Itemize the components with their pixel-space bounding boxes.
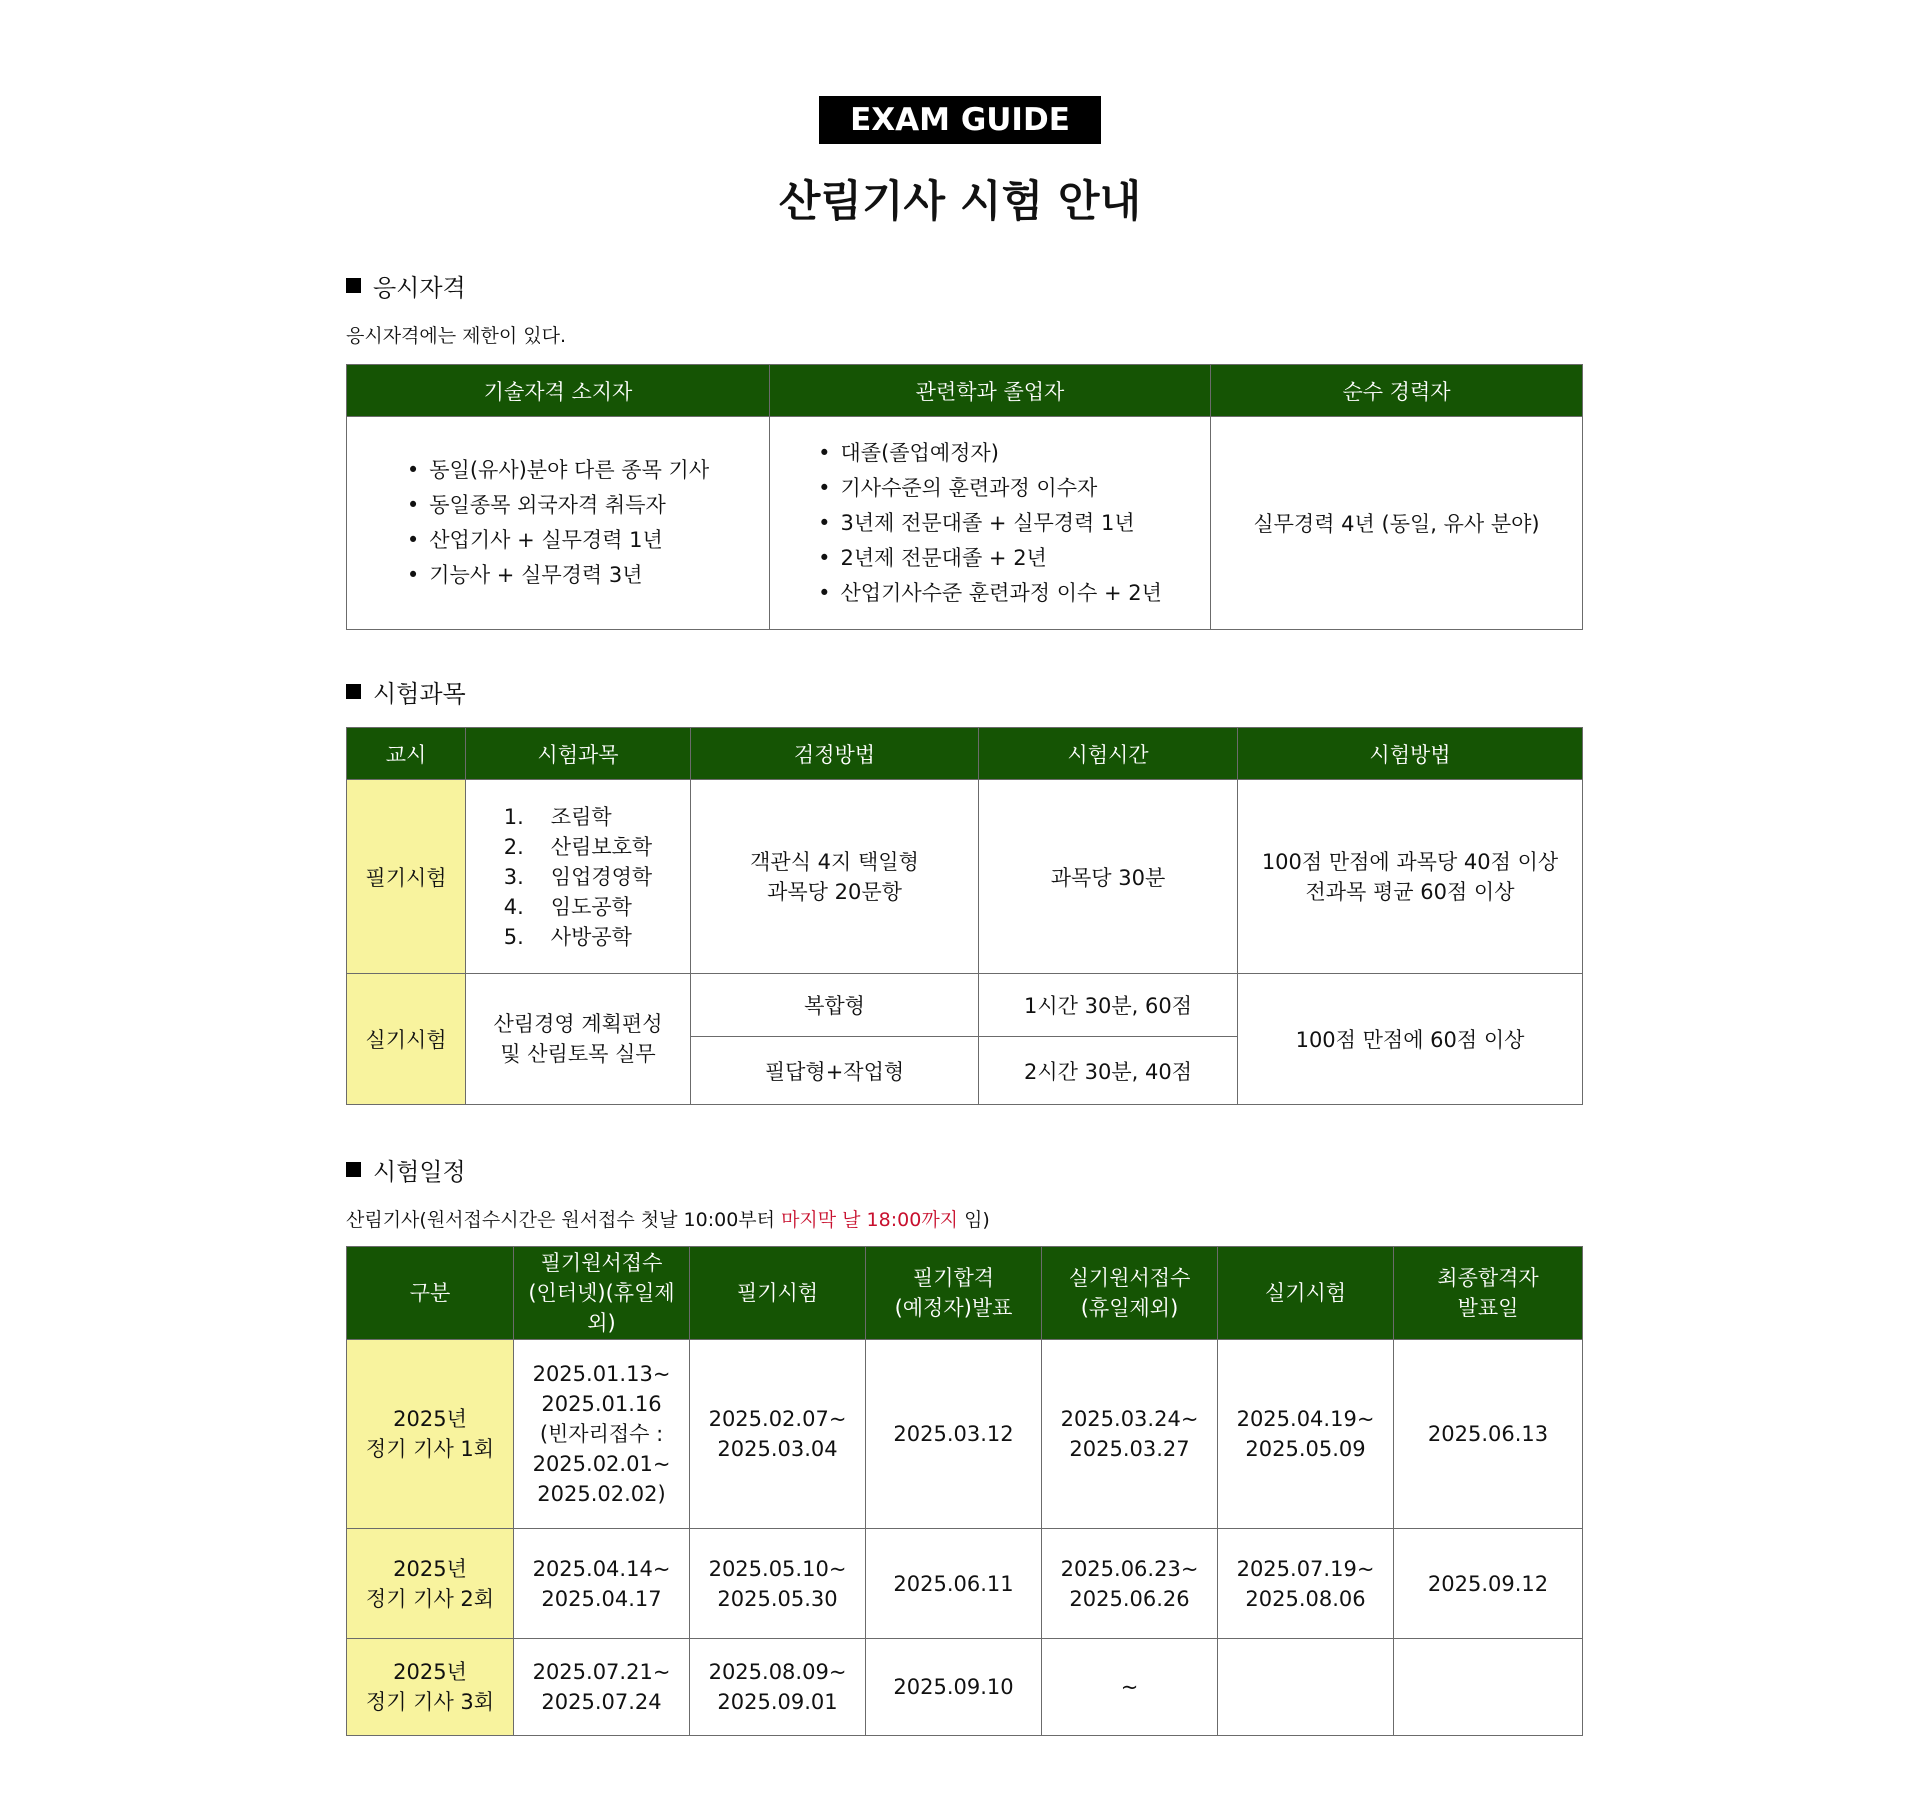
table-header-cell: 구분 [347, 1247, 514, 1340]
list-item: • 산업기사수준 훈련과정 이수 + 2년 [818, 576, 1162, 611]
schedule-cell [1394, 1639, 1583, 1736]
practical-exam-label: 실기시험 [347, 974, 466, 1105]
practical-time-cell: 2시간 30분, 40점 [979, 1037, 1238, 1105]
schedule-title: 시험일정 [346, 1152, 1582, 1187]
schedule-cell: 2025.06.23~ 2025.06.26 [1042, 1529, 1218, 1639]
table-header-cell: 필기시험 [690, 1247, 866, 1340]
graduate-list [818, 436, 1162, 611]
written-subjects-list [504, 802, 652, 952]
table-row [347, 417, 1583, 630]
list-item: • 대졸(졸업예정자) [818, 436, 1162, 471]
table-header-cell: 교시 [347, 728, 466, 780]
table-header-row [347, 728, 1583, 780]
table-row [347, 1639, 1583, 1736]
table-header-cell: 시험방법 [1238, 728, 1583, 780]
list-item: • 3년제 전문대졸 + 실무경력 1년 [818, 506, 1162, 541]
schedule-cell: 2025.07.19~ 2025.08.06 [1218, 1529, 1394, 1639]
list-item: • 2년제 전문대졸 + 2년 [818, 541, 1162, 576]
schedule-cell: 2025.04.14~ 2025.04.17 [514, 1529, 690, 1639]
schedule-cell: ~ [1042, 1639, 1218, 1736]
list-item: 4. 임도공학 [503, 894, 632, 919]
written-time-cell: 과목당 30분 [979, 780, 1238, 974]
written-subjects-cell [466, 780, 691, 974]
schedule-cell: 2025.09.10 [866, 1639, 1042, 1736]
table-header-cell: 최종합격자 발표일 [1394, 1247, 1583, 1340]
list-item: 5. 사방공학 [503, 924, 632, 949]
table-row [347, 974, 1583, 1037]
table-header-cell: 시험시간 [979, 728, 1238, 780]
round-label-cell: 2025년 정기 기사 1회 [347, 1340, 514, 1529]
schedule-section [346, 1152, 1582, 1736]
list-item: • 기능사 + 실무경력 3년 [407, 558, 709, 593]
table-row [347, 1340, 1583, 1529]
table-header-row [347, 365, 1583, 417]
schedule-cell: 2025.06.11 [866, 1529, 1042, 1639]
schedule-cell: 2025.03.24~ 2025.03.27 [1042, 1340, 1218, 1529]
table-row [347, 780, 1583, 974]
schedule-cell: 2025.02.07~ 2025.03.04 [690, 1340, 866, 1529]
schedule-cell: 2025.01.13~ 2025.01.16 (빈자리접수 : 2025.02.01~ 2025.02.02) [514, 1340, 690, 1529]
table-header-cell: 검정방법 [691, 728, 979, 780]
schedule-table [346, 1246, 1583, 1736]
written-method-cell: 객관식 4지 택일형 과목당 20문항 [691, 780, 979, 974]
practical-method-cell: 필답형+작업형 [691, 1037, 979, 1105]
practical-time-cell: 1시간 30분, 60점 [979, 974, 1238, 1037]
qualification-section [346, 268, 1582, 630]
qualification-title: 응시자격 [346, 268, 1582, 303]
license-holder-cell [347, 417, 770, 630]
practical-criteria-cell: 100점 만점에 60점 이상 [1238, 974, 1583, 1105]
subjects-table [346, 727, 1583, 1105]
square-bullet-icon [346, 684, 361, 699]
subjects-section [346, 674, 1582, 1105]
experience-cell: 실무경력 4년 (동일, 유사 분야) [1211, 417, 1583, 630]
page-header [0, 0, 1920, 229]
written-exam-label: 필기시험 [347, 780, 466, 974]
written-criteria-cell: 100점 만점에 과목당 40점 이상 전과목 평균 60점 이상 [1238, 780, 1583, 974]
list-item: 1. 조림학 [503, 804, 612, 829]
list-item: • 기사수준의 훈련과정 이수자 [818, 471, 1162, 506]
table-header-cell: 실기시험 [1218, 1247, 1394, 1340]
round-label-cell: 2025년 정기 기사 3회 [347, 1639, 514, 1736]
list-item: • 산업기사 + 실무경력 1년 [407, 523, 709, 558]
square-bullet-icon [346, 278, 361, 293]
schedule-cell: 2025.04.19~ 2025.05.09 [1218, 1340, 1394, 1529]
qualification-desc: 응시자격에는 제한이 있다. [346, 325, 567, 347]
table-header-row [347, 1247, 1583, 1340]
schedule-cell: 2025.05.10~ 2025.05.30 [690, 1529, 866, 1639]
list-item: • 동일(유사)분야 다른 종목 기사 [407, 453, 709, 488]
table-header-cell: 실기원서접수 (휴일제외) [1042, 1247, 1218, 1340]
table-header-cell: 관련학과 졸업자 [770, 365, 1211, 417]
subjects-title: 시험과목 [346, 674, 1582, 709]
table-header-cell: 순수 경력자 [1211, 365, 1583, 417]
table-header-cell: 필기원서접수 (인터넷)(휴일제외) [514, 1247, 690, 1340]
round-label-cell: 2025년 정기 기사 2회 [347, 1529, 514, 1639]
exam-guide-badge: EXAM GUIDE [819, 96, 1101, 144]
page-title: 산림기사 시험 안내 [778, 177, 1142, 227]
deadline-highlight: 마지막 날 18:00까지 [781, 1209, 959, 1231]
practical-method-cell: 복합형 [691, 974, 979, 1037]
schedule-cell [1218, 1639, 1394, 1736]
schedule-cell: 2025.09.12 [1394, 1529, 1583, 1639]
list-item: 3. 임업경영학 [503, 864, 653, 889]
qualification-table [346, 364, 1583, 630]
graduate-cell [770, 417, 1211, 630]
table-row [347, 1529, 1583, 1639]
table-header-cell: 필기합격 (예정자)발표 [866, 1247, 1042, 1340]
schedule-cell: 2025.07.21~ 2025.07.24 [514, 1639, 690, 1736]
practical-subject-cell: 산림경영 계획편성 및 산림토목 실무 [466, 974, 691, 1105]
schedule-cell: 2025.06.13 [1394, 1340, 1583, 1529]
schedule-cell: 2025.03.12 [866, 1340, 1042, 1529]
table-header-cell: 기술자격 소지자 [347, 365, 770, 417]
license-holder-list [407, 453, 709, 593]
schedule-cell: 2025.08.09~ 2025.09.01 [690, 1639, 866, 1736]
list-item: 2. 산림보호학 [503, 834, 653, 859]
square-bullet-icon [346, 1162, 361, 1177]
table-header-cell: 시험과목 [466, 728, 691, 780]
list-item: • 동일종목 외국자격 취득자 [407, 488, 709, 523]
schedule-desc: 산림기사(원서접수시간은 원서접수 첫날 10:00부터 마지막 날 18:00까지 임) [346, 1209, 990, 1231]
